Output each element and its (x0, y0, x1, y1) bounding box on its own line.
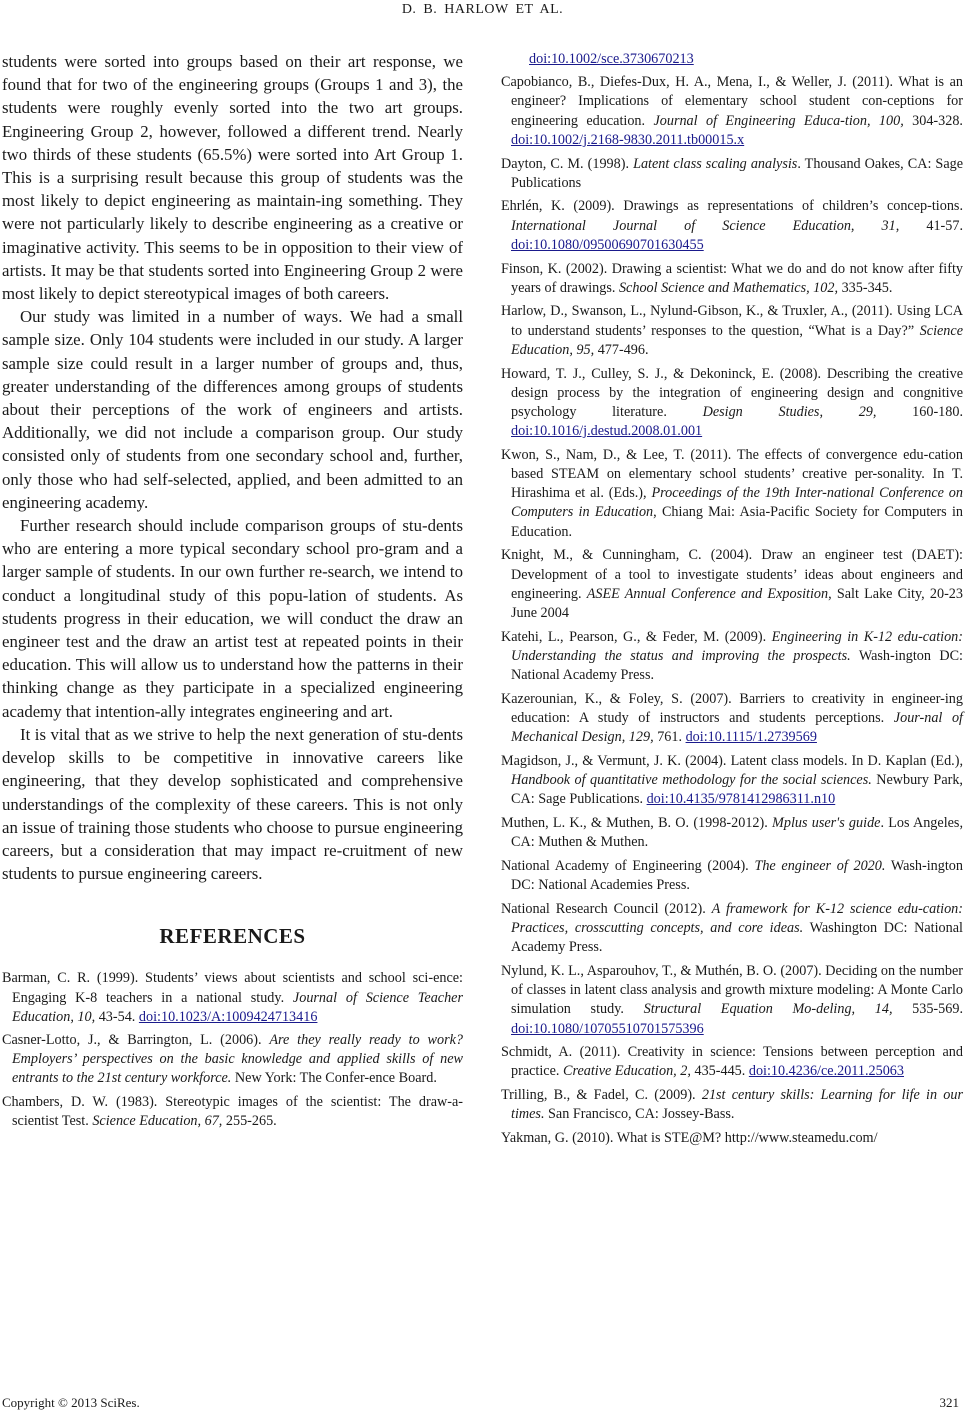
page-number: 321 (939, 1395, 959, 1410)
reference-details: 255-265. (222, 1112, 277, 1129)
doi-link[interactable]: doi:10.1002/sce.3730670213 (529, 51, 694, 67)
reference-text: Dayton, C. M. (1998). (501, 155, 634, 172)
reference-text: Magidson, J., & Vermunt, J. K. (2004). Latent class models. In D. Kaplan (Ed.), (501, 752, 963, 769)
body-paragraph: It is vital that as we strive to help the next generation of stu-dents develop skills to be competitive in innovative careers like engineering, that they develop sophisticated and comprehensive understandings of the complexity of these careers. This is not only an issue of training those students who choose to pursue engineering careers, but a consideration that may impact re-cruitment of new students to pursue engineering careers. (2, 724, 463, 884)
reference-text: Muthen, L. K., & Muthen, B. O. (1998-2012). (501, 815, 773, 832)
reference-source: Engineering in K-12 edu-cation: Understanding the status and improving the prospects. (511, 628, 963, 664)
reference-text: Ehrlén, K. (2009). Drawings as representations of children’s concep-tions. (501, 198, 963, 215)
reference-source: Mplus user's guide (772, 815, 881, 832)
reference-details: 43-54. (95, 1008, 139, 1025)
reference-entry (501, 690, 963, 748)
reference-details: 435-445. (690, 1063, 749, 1080)
doi-link[interactable]: doi:10.1080/10705510701575396 (511, 1020, 704, 1037)
reference-source: ASEE Annual Conference and Exposition (586, 585, 829, 602)
reference-source: Structural Equation Mo-deling, 14, (643, 1001, 893, 1018)
reference-entry (501, 1043, 963, 1081)
reference-text: Kazerounian, K., & Foley, S. (2007). Barriers to creativity in engineer-ing education: A study of instructors and students perceptions. (501, 690, 963, 726)
reference-entry (501, 1129, 963, 1148)
reference-details: 761. (653, 729, 686, 746)
reference-source: Handbook of quantitative methodology for the social sciences. (511, 772, 872, 789)
reference-details: , Chiang Mai: Asia-Pacific Society for Computers in Education. (511, 504, 963, 540)
reference-source: Design Studies, 29, (702, 403, 877, 420)
body-paragraph: Our study was limited in a number of ways. We had a small sample size. Only 104 students were included in our study. A larger sample size could result in a larger number of groups and, thus, greater understanding of the differences among groups of students about their perceptions of the work of engineers and artists. Additionally, we did not include a comparison group. Our study consisted only of students from one secondary school and, further, only those who had self-selected, applied, and been admitted to an engineering academy. (2, 307, 463, 512)
reference-text: Casner-Lotto, J., & Barrington, L. (2006). (2, 1031, 270, 1048)
reference-entry (501, 365, 963, 442)
reference-details: . Los Angeles, CA: Muthen & Muthen. (511, 815, 963, 851)
reference-text: National Research Council (2012). (501, 900, 712, 917)
reference-source: Latent class scaling analysis (633, 155, 798, 172)
reference-text: National Academy of Engineering (2004). (501, 857, 755, 874)
references-list-right (501, 73, 963, 1148)
reference-details: 535-569. (892, 1001, 963, 1018)
reference-details: 335-345. (838, 279, 893, 296)
doi-link[interactable]: doi:10.1115/1.2739569 (685, 729, 817, 746)
reference-entry (501, 814, 963, 852)
reference-text: Finson, K. (2002). Drawing a scientist: What we do and do not know after fifty years of drawings. (501, 260, 963, 296)
reference-entry (501, 857, 963, 895)
reference-entry (501, 900, 963, 958)
reference-entry (2, 1031, 463, 1089)
reference-entry (501, 197, 963, 255)
reference-entry (501, 1086, 963, 1124)
doi-link[interactable]: doi:10.1023/A:1009424713416 (138, 1008, 318, 1025)
reference-source: Creative Education, 2, (562, 1063, 691, 1080)
reference-source: Journal of Science Teacher Education, 10, (12, 989, 463, 1025)
reference-source: The engineer of 2020. (754, 857, 886, 874)
reference-text: Kwon, S., Nam, D., & Lee, T. (2011). The effects of convergence edu-cation based STEAM on elementary school students’ creative per-sonality. In T. Hirashima et al. (Eds.), (501, 446, 963, 502)
reference-text: Yakman, G. (2010). What is STE@M? http://www.steamedu.com/ (501, 1130, 878, 1147)
reference-details: New York: The Confer-ence Board. (231, 1070, 437, 1087)
right-column (501, 50, 963, 1153)
reference-text: Harlow, D., Swanson, L., Nylund-Gibson, K., & Truxler, A., (2011). Using LCA to understand students’ responses to the question, “What is a Day?” (501, 303, 963, 339)
body-paragraph: students were sorted into groups based on their art response, we found that for two of the engineering groups (Groups 1 and 3), the students were roughly evenly sorted into the two art groups. Engineering Group 2, however, followed a different trend. Nearly two thirds of these students (65.5%) were sorted into Art Group 1. This is a surprising result because this group of students was the most likely to depict engineering as maintain-ing something. They were not particularly likely to describe engineering as a creative or imaginative activity. This seems to be in opposition to their view of artists. It may be that students sorted into Engineering Group 2 were most likely to depict stereotypical images of both careers. (2, 52, 463, 304)
reference-details: 160-180. (876, 403, 963, 420)
reference-details: , Salt Lake City, 20-23 June 2004 (511, 585, 963, 621)
reference-text: Chambers, D. W. (1983). Stereotypic images of the scientist: The draw-a-scientist Test. (2, 1093, 463, 1129)
body-paragraph: Further research should include comparison groups of stu-dents who are entering a more typical secondary school pro-gram and a larger sample of students. In our own further re-search, we intend to conduct a longitudinal study of this popu-lation of students. As students progress in their education, we will conduct the draw an engineer test and the draw an artist test at repeated points in their education. This will allow us to understand how the patterns in their thinking change as they participate in a specialized engineering academy that intention-ally integrates engineering and art. (2, 516, 463, 721)
reference-entry (501, 962, 963, 1039)
reference-source: Science Education, 67, (92, 1112, 223, 1129)
footer-copyright: Copyright © 2013 SciRes. (2, 1395, 140, 1410)
reference-entry (501, 628, 963, 686)
reference-source: Journal of Engineering Educa-tion, 100, (653, 112, 904, 129)
reference-entry (501, 155, 963, 193)
reference-details: Newbury Park, CA: Sage Publications. (511, 772, 963, 808)
reference-source: A framework for K-12 science edu-cation: Practices, crosscutting concepts, and core ideas. (511, 900, 963, 937)
reference-entry (501, 260, 963, 298)
reference-text: Howard, T. J., Culley, S. J., & Dekoninck, E. (2008). Describing the creative design process by the integration of engineering design and congnitive psychology literature. (501, 365, 963, 420)
doi-link[interactable]: doi:10.1080/09500690701630455 (511, 236, 704, 253)
reference-text: Katehi, L., Pearson, G., & Feder, M. (2009). (501, 628, 772, 645)
reference-entry (2, 969, 463, 1027)
reference-source: Proceedings of the 19th Inter-national Conference on Computers in Education (511, 485, 963, 521)
reference-details: Wash-ington DC: National Academy Press. (511, 647, 963, 684)
doi-link[interactable]: doi:10.1002/j.2168-9830.2011.tb00015.x (511, 131, 745, 148)
reference-text: Schmidt, A. (2011). Creativity in science: Tensions between perception and practice. (501, 1044, 963, 1080)
doi-link[interactable]: doi:10.4236/ce.2011.25063 (748, 1063, 904, 1080)
reference-details: 304-328. (903, 112, 963, 129)
reference-entry (501, 546, 963, 623)
references-heading: REFERENCES (159, 924, 306, 949)
reference-details: Wash-ington DC: National Academies Press. (511, 857, 963, 894)
reference-source: School Science and Mathematics, 102, (618, 279, 839, 296)
reference-entry (501, 73, 963, 150)
doi-link[interactable]: doi:10.4135/9781412986311.n10 (646, 791, 836, 808)
reference-details: Washington DC: National Academy Press. (511, 920, 963, 956)
reference-source: 21st century skills: Learning for life in our times. (511, 1087, 964, 1123)
running-head: D. B. HARLOW ET AL. (401, 2, 564, 17)
reference-source: Jour-nal of Mechanical Design, 129, (511, 710, 963, 746)
reference-details: . Thousand Oakes, CA: Sage Publications (511, 155, 964, 191)
reference-source: Science Education, 95, (511, 322, 963, 358)
reference-details: 477-496. (594, 341, 649, 358)
reference-details: San Francisco, CA: Jossey-Bass. (544, 1106, 735, 1123)
reference-entry (501, 446, 963, 542)
reference-text: Capobianco, B., Diefes-Dux, H. A., Mena, I., & Weller, J. (2011). What is an engineer? Implications of elementary school student con-ceptions for engineering education. (501, 74, 963, 129)
reference-continued (501, 50, 963, 69)
references-list-left (2, 969, 463, 1131)
reference-text: Barman, C. R. (1999). Students’ views about scientists and school sci-ence: Engaging K-8 teachers in a national study. (2, 970, 463, 1006)
reference-details: 41-57. (899, 217, 963, 234)
reference-text: Knight, M., & Cunningham, C. (2004). Draw an engineer test (DAET): Development of a tool to investigate students’ ideas about engineers and engineering. (501, 547, 963, 602)
left-column (2, 50, 463, 1135)
reference-entry (501, 302, 963, 360)
reference-source: International Journal of Science Education, 31, (511, 217, 900, 234)
doi-link[interactable]: doi:10.1016/j.destud.2008.01.001 (511, 423, 703, 440)
reference-source: Are they really ready to work? Employers’ perspectives on the basic knowledge and applied skills of new entrants to the 21st century workforce. (12, 1031, 463, 1087)
reference-text: Nylund, K. L., Asparouhov, T., & Muthén, B. O. (2007). Deciding on the number of classes in latent class analysis and growth mixture modeling: A Monte Carlo simulation study. (501, 962, 963, 1018)
reference-entry (501, 752, 963, 810)
reference-text: Trilling, B., & Fadel, C. (2009). (501, 1087, 702, 1104)
reference-entry (2, 1093, 463, 1131)
